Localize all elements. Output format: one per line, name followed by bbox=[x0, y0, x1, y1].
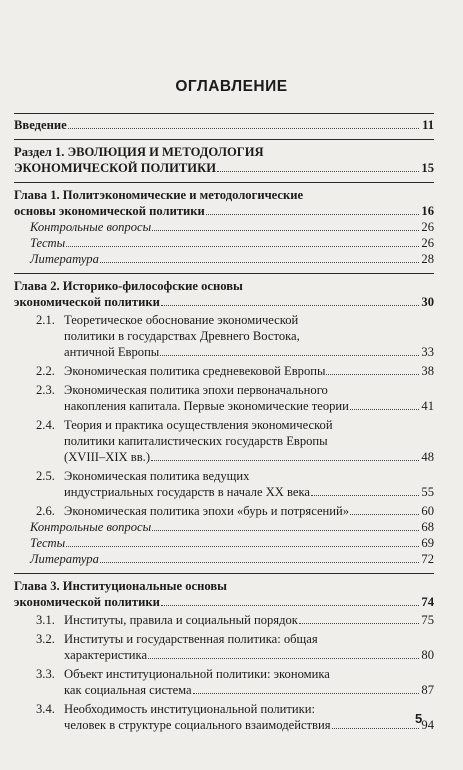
divider bbox=[14, 573, 434, 574]
toc-item-literature[interactable]: Литература 72 bbox=[30, 552, 434, 566]
toc-section-2-2[interactable]: 2.2. Экономическая политика средневековой Европы 38 bbox=[36, 364, 434, 378]
toc-entry-introduction[interactable]: Введение 11 bbox=[14, 118, 434, 132]
page-number: 5 bbox=[415, 711, 423, 726]
divider bbox=[14, 139, 434, 140]
toc-entry-chapter-1[interactable]: Глава 1. Политэкономические и методологические основы экономической политики 16 bbox=[14, 188, 434, 218]
page-ref: 11 bbox=[422, 118, 434, 132]
toc-item-tests[interactable]: Тесты 69 bbox=[30, 536, 434, 550]
page-ref: 15 bbox=[421, 161, 434, 175]
toc-item-review-questions[interactable]: Контрольные вопросы 26 bbox=[30, 220, 434, 234]
toc-item-tests[interactable]: Тесты 26 bbox=[30, 236, 434, 250]
toc-section-3-2[interactable]: 3.2. Институты и государственная политика: общая характеристика 80 bbox=[36, 632, 434, 662]
toc-section-2-4[interactable]: 2.4. Теория и практика осуществления экономической политики капиталистических государств Европы (XVIII–XIX вв.) 48 bbox=[36, 418, 434, 464]
table-of-contents bbox=[14, 113, 434, 733]
divider bbox=[14, 113, 434, 114]
toc-item-review-questions[interactable]: Контрольные вопросы 68 bbox=[30, 520, 434, 534]
toc-section-2-5[interactable]: 2.5. Экономическая политика ведущих индустриальных государств в начале XX века 55 bbox=[36, 469, 434, 499]
toc-section-3-3[interactable]: 3.3. Объект институциональной политики: экономика как социальная система 87 bbox=[36, 667, 434, 697]
toc-section-2-1[interactable]: 2.1. Теоретическое обоснование экономической политики в государствах Древнего Востока, античной Европы 33 bbox=[36, 313, 434, 359]
divider bbox=[14, 182, 434, 183]
toc-section-3-1[interactable]: 3.1. Институты, правила и социальный порядок 75 bbox=[36, 613, 434, 627]
toc-entry-section-1[interactable]: Раздел 1. ЭВОЛЮЦИЯ И МЕТОДОЛОГИЯ ЭКОНОМИЧЕСКОЙ ПОЛИТИКИ 15 bbox=[14, 145, 434, 175]
page-ref: 74 bbox=[421, 595, 434, 609]
toc-section-3-4[interactable]: 3.4. Необходимость институциональной политики: человек в структуре социального взаимодействия 94 bbox=[36, 702, 434, 732]
page-ref: 16 bbox=[421, 204, 434, 218]
toc-entry-chapter-2[interactable]: Глава 2. Историко-философские основы экономической политики 30 bbox=[14, 279, 434, 309]
divider bbox=[14, 273, 434, 274]
page-ref: 30 bbox=[421, 295, 434, 309]
toc-entry-chapter-3[interactable]: Глава 3. Институциональные основы экономической политики 74 bbox=[14, 579, 434, 609]
toc-section-2-3[interactable]: 2.3. Экономическая политика эпохи первоначального накопления капитала. Первые экономические теории 41 bbox=[36, 383, 434, 413]
toc-item-literature[interactable]: Литература 28 bbox=[30, 252, 434, 266]
toc-section-2-6[interactable]: 2.6. Экономическая политика эпохи «бурь и потрясений» 60 bbox=[36, 504, 434, 518]
page-title: ОГЛАВЛЕНИЕ bbox=[175, 78, 288, 95]
